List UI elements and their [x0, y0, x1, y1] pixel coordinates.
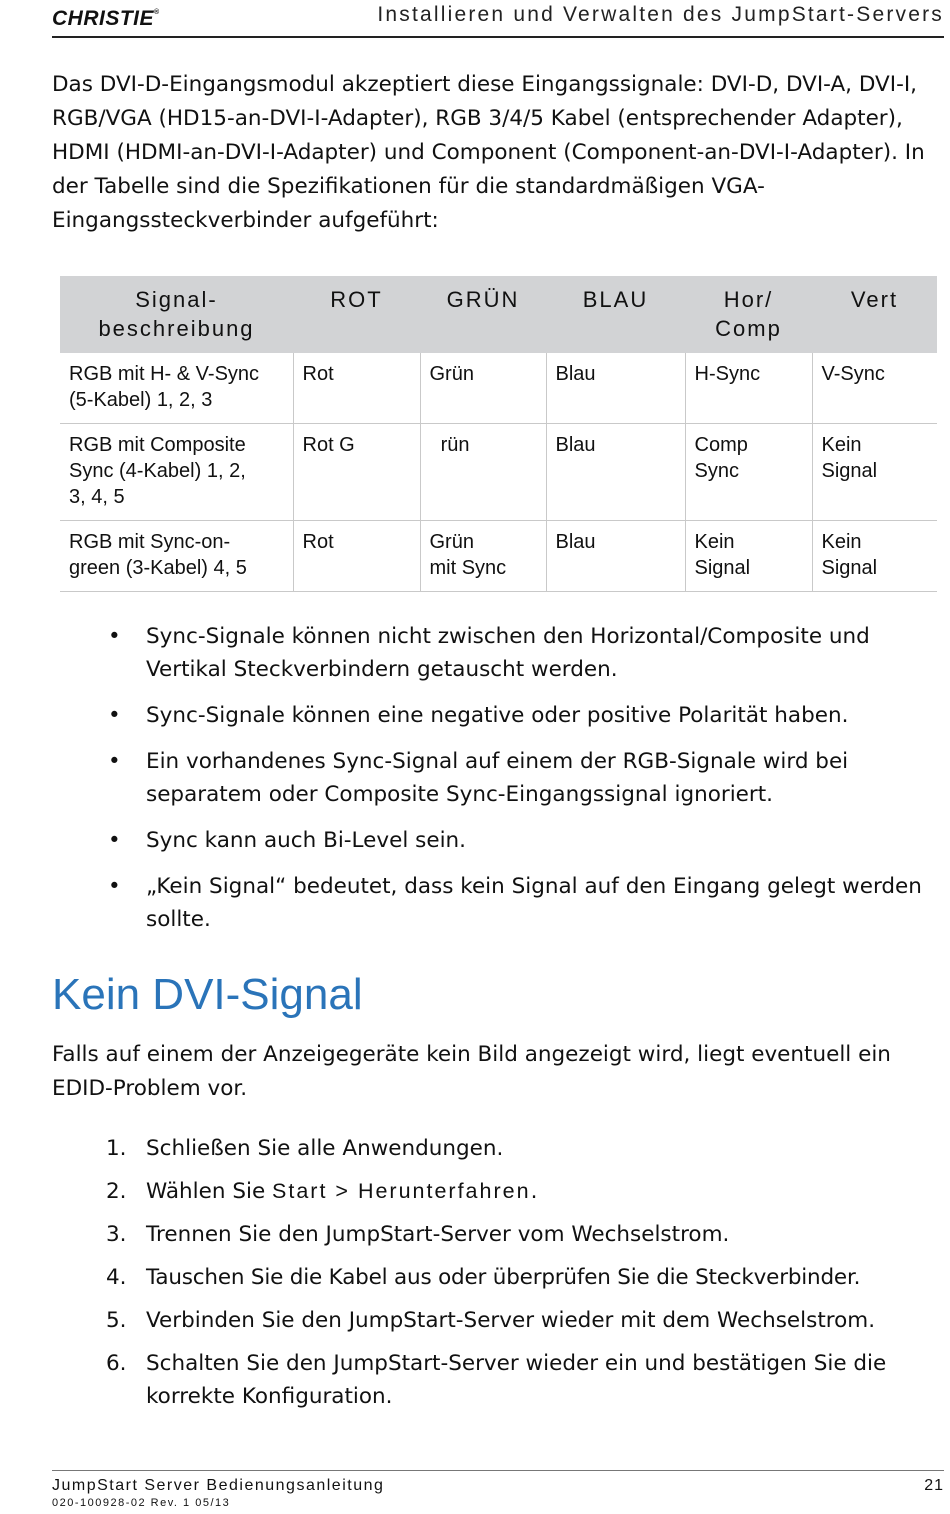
- document-number: 020-100928-02 Rev. 1 05/13: [52, 1497, 231, 1509]
- step-item: 1. Schließen Sie alle Anwendungen.: [52, 1132, 947, 1165]
- bullet-icon: •: [108, 749, 121, 774]
- troubleshooting-steps: [52, 1132, 947, 1423]
- step-number: 4.: [106, 1265, 127, 1290]
- cell-blue: Blau: [546, 424, 685, 521]
- header-green: GRÜN: [420, 276, 546, 353]
- step-item: 2. Wählen Sie Start > Herunterfahren.: [52, 1175, 947, 1208]
- cell-vert: Kein Signal: [812, 521, 937, 592]
- running-title: Installieren und Verwalten des JumpStart-Servers: [377, 3, 944, 26]
- cell-vert: Kein Signal: [812, 424, 937, 521]
- header-vert: Vert: [812, 276, 937, 353]
- cell-vert: V-Sync: [812, 353, 937, 424]
- step-item: 6. Schalten Sie den JumpStart-Server wieder ein und bestätigen Sie die korrekte Konfiguration.: [52, 1347, 947, 1413]
- step-number: 2.: [106, 1179, 127, 1204]
- table-row: [60, 353, 937, 424]
- table-row: [60, 424, 937, 521]
- list-item: • Sync kann auch Bi-Level sein.: [52, 824, 942, 857]
- bullet-icon: •: [108, 703, 121, 728]
- manual-title: JumpStart Server Bedienungsanleitung: [52, 1477, 385, 1494]
- page-footer: [52, 1470, 944, 1507]
- menu-path: Start > Herunterfahren: [272, 1179, 531, 1203]
- sync-notes-list: [52, 620, 942, 949]
- bullet-icon: •: [108, 874, 121, 899]
- header-blue: BLAU: [546, 276, 685, 353]
- cell-red: Rot: [293, 521, 420, 592]
- list-item: • Sync-Signale können eine negative oder positive Polarität haben.: [52, 699, 942, 732]
- page-number: 21: [924, 1477, 944, 1494]
- cell-hor: H-Sync: [685, 353, 812, 424]
- step-item: 3. Trennen Sie den JumpStart-Server vom Wechselstrom.: [52, 1218, 947, 1251]
- section-title: Kein DVI-Signal: [52, 970, 363, 1019]
- cell-hor: Kein Signal: [685, 521, 812, 592]
- header-hor-comp: Hor/ Comp: [685, 276, 812, 353]
- step-item: 4. Tauschen Sie die Kabel aus oder überprüfen Sie die Steckverbinder.: [52, 1261, 947, 1294]
- header-red: ROT: [293, 276, 420, 353]
- cell-description: RGB mit Sync-on- green (3-Kabel) 4, 5: [60, 521, 293, 592]
- page-header: [52, 0, 944, 38]
- cell-blue: Blau: [546, 353, 685, 424]
- table-header-row: [60, 276, 937, 353]
- step-number: 5.: [106, 1308, 127, 1333]
- cell-red: Rot: [293, 353, 420, 424]
- cell-blue: Blau: [546, 521, 685, 592]
- intro-paragraph: Das DVI-D-Eingangsmodul akzeptiert diese Eingangssignale: DVI-D, DVI-A, DVI-I, RGB/VGA (HD15-an-DVI-I-Adapter), RGB 3/4/5 Kabel (entsprechender Adapter), HDMI (HDMI-an-DVI-I-Adapter) und Component (Component-an-DVI-I-Adapter). In der Tabelle sind die Spezifikationen für die standardmäßigen VGA-Eingangssteckverbinder aufgeführt:: [52, 72, 925, 233]
- cell-description: RGB mit H- & V-Sync (5-Kabel) 1, 2, 3: [60, 353, 293, 424]
- bullet-icon: •: [108, 624, 121, 649]
- step-number: 3.: [106, 1222, 127, 1247]
- cell-description: RGB mit Composite Sync (4-Kabel) 1, 2, 3, 4, 5: [60, 424, 293, 521]
- cell-green: Grün: [420, 353, 546, 424]
- christie-logo: CHRISTIE®: [52, 7, 160, 30]
- list-item: • Ein vorhandenes Sync-Signal auf einem der RGB-Signale wird bei separatem oder Composite Sync-Eingangssignal ignoriert.: [52, 745, 942, 811]
- step-number: 1.: [106, 1136, 127, 1161]
- cell-red: Rot G: [293, 424, 420, 521]
- vga-spec-table: [60, 276, 937, 592]
- table-row: [60, 521, 937, 592]
- step-number: 6.: [106, 1351, 127, 1376]
- cell-green: rün: [420, 424, 546, 521]
- list-item: • Sync-Signale können nicht zwischen den Horizontal/Composite und Vertikal Steckverbindern getauscht werden.: [52, 620, 942, 686]
- cell-hor: Comp Sync: [685, 424, 812, 521]
- cell-green: Grün mit Sync: [420, 521, 546, 592]
- bullet-icon: •: [108, 828, 121, 853]
- section-paragraph: Falls auf einem der Anzeigegeräte kein Bild angezeigt wird, liegt eventuell ein EDID-Problem vor.: [52, 1042, 891, 1101]
- step-item: 5. Verbinden Sie den JumpStart-Server wieder mit dem Wechselstrom.: [52, 1304, 947, 1337]
- header-signal-description: Signal- beschreibung: [60, 276, 293, 353]
- list-item: • „Kein Signal“ bedeutet, dass kein Signal auf den Eingang gelegt werden sollte.: [52, 870, 942, 936]
